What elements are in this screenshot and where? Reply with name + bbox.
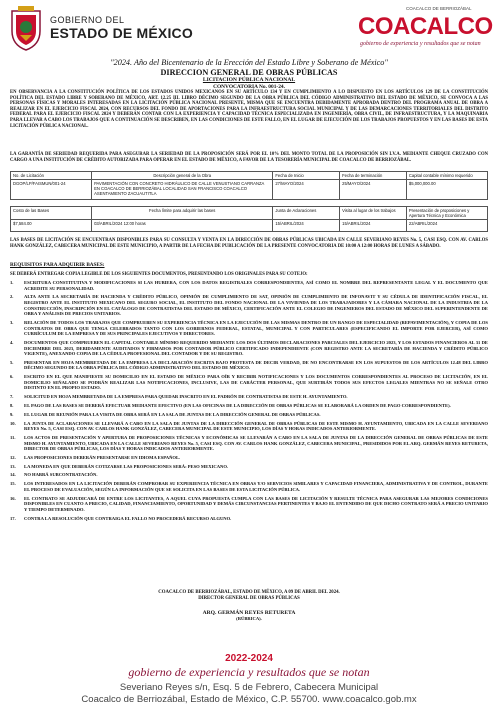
requirement-number: 2.	[10, 294, 14, 300]
table-header-cell: Descripción general de la Obra	[92, 172, 273, 180]
document-titles	[0, 58, 498, 91]
table-header-cell: No. de Licitación	[11, 172, 92, 180]
signature-block	[0, 590, 498, 622]
table-header-cell: Fecha de Inicio	[273, 172, 340, 180]
requirement-item	[10, 412, 488, 418]
footer-address-2: Coacalco de Berriozábal, Estado de México, C.P. 55700. www.coacalco.gob.mx	[81, 694, 417, 705]
requirement-number: 3.	[10, 319, 14, 325]
requirement-number: 14.	[10, 472, 16, 478]
requirement-number: 11.	[10, 434, 16, 440]
table-cell: $5,000,000.00	[406, 180, 487, 200]
table-header-cell: Fecha límite para adquirir las bases	[92, 207, 273, 220]
table-header-cell: Costo de las Bases	[11, 207, 92, 220]
table-cell: DGOP/LP/FAISMUN/001-24	[11, 180, 92, 200]
table-row	[11, 220, 488, 232]
gov-state-name: ESTADO DE MÉXICO	[50, 25, 193, 41]
requirement-number: 5.	[10, 359, 14, 365]
table-cell: 27/MAYO/2024	[273, 180, 340, 200]
municipal-tagline: gobierno de experiencia y resultados que se notan	[360, 41, 481, 47]
table-cell: $7,584.00	[11, 220, 92, 232]
signer-name: ARQ. GERMÁN REYES RETURETA	[202, 610, 296, 616]
requirement-number: 17.	[10, 515, 16, 521]
table-cell: 03/ABRIL/2024 12:00 horas	[92, 220, 273, 232]
table-cell: 15/ABRIL/2024	[340, 220, 407, 232]
requirement-number: 4.	[10, 339, 14, 345]
rubric-note: (RÚBRICA).	[236, 616, 262, 621]
requirements-list	[10, 280, 488, 524]
guarantee-paragraph: LA GARANTÍA DE SERIEDAD REQUERIDA PARA ASEGURAR LA SERIEDAD DE LA PROPOSICIÓN SERÁ POR EL 10% DEL MONTO TOTAL DE LA PROPOSICIÓN SIN I.V.A. MEDIANTE CHEQUE CRUZADO CON CARGO A UNA INSTITUCIÓN DE CRÉDITO AUTORIZADA PARA OPERAR EN EL ESTADO DE MÉXICO, A FAVOR DE LA TESORERÍA MUNICIPAL DE COACALCO DE BERRIOZÁBAL.	[10, 152, 488, 163]
table-cell: 25/MAYO/2024	[340, 180, 407, 200]
requirement-text: ESCRITURA CONSTITUTIVA Y MODIFICACIONES SI LAS HUBIERA, CON LOS DATOS REGISTRALES CORRESPONDIENTES, ASÍ COMO EL NOMBRE DEL REPRESENTANTE LEGAL Y EL DOCUMENTO QUE ACREDITE SU PERSONALIDAD.	[24, 280, 488, 291]
requirement-text: LOS INTERESADOS EN LA LICITACIÓN DEBERÁN COMPROBAR SU EXPERIENCIA TÉCNICA EN OBRAS Y/O SERVICIOS SIMILARES Y CAPACIDAD FINANCIERA, ADMINISTRATIVA Y DE CONTROL, DURANTE EL PROCESO DE EVALUACIÓN, SEGÚN LA INFORMACIÓN QUE SE SOLICITA EN LAS BASES DE ESTA LICITACIÓN PÚBLICA.	[24, 481, 488, 492]
requirement-text: RELACIÓN DE TODOS LOS TRABAJOS QUE COMPRUEBEN SU EXPERIENCIA TÉCNICA EN LA EJECUCIÓN DE LAS MISMAS DENTRO DE UN RANGO DE ESPECIALIDAD (REPAVIMENTACIÓN), Y COPIA DE LOS CONTRATOS DE OBRA QUE TENGA CELEBRADOS TANTO CON LOS GOBIERNOS FEDERAL, ESTATAL, MUNICIPAL Y CON PARTICULARES (ESPECIFICANDO EL IMPORTE POR EJERCER), ASÍ COMO CURRÍCULUM DE LA EMPRESA Y DE SUS PRINCIPALES EJECUTIVOS Y DIRECTORES.	[24, 319, 488, 337]
requirement-number: 9.	[10, 411, 14, 417]
requirement-number: 15.	[10, 481, 16, 487]
schedule-table	[10, 206, 488, 232]
requirement-number: 16.	[10, 495, 16, 501]
requirement-item	[10, 421, 488, 432]
page-footer	[0, 653, 498, 706]
gov-label: GOBIERNO DEL	[50, 15, 125, 25]
requirement-item	[10, 455, 488, 461]
place-date: COACALCO DE BERRIOZÁBAL, ESTADO DE MÉXICO, A 09 DE ABRIL DEL 2024.	[158, 590, 340, 595]
requirement-item	[10, 464, 488, 470]
table-cell: 22/ABRIL/2024	[406, 220, 487, 232]
requirement-text: EL CONTRATO SE ADJUDICARÁ DE ENTRE LOS LICITANTES, A AQUEL CUYA PROPUESTA CUMPLA CON LAS BASES DE LICITACIÓN Y RESULTE TÉCNICA PARA ASEGURAR LAS MEJORES CONDICIONES DISPONIBLES EN CUANTO A PRECIO, CALIDAD, FINANCIAMIENTO, OPORTUNIDAD Y DEMÁS CIRCUNSTANCIAS PERTINENTES Y BAJO EL ENTENDIDO DE QUE DICHO CONTRATO SERÁ A PRECIO UNITARIO Y TIEMPO DETERMINADO.	[24, 495, 488, 512]
page-header	[0, 0, 498, 58]
requirement-item	[10, 340, 488, 357]
intro-paragraph: EN OBSERVANCIA A LA CONSTITUCIÓN POLÍTICA DE LOS ESTADOS UNIDOS MEXICANOS EN SU ARTÍCULO 134 Y EN CUMPLIMIENTO A LO DISPUESTO EN LOS ARTÍCULOS 129 DE LA CONSTITUCIÓN POLÍTICA DEL ESTADO LIBRE Y SOBERANO DE MÉXICO, ART. 12.25 III. LIBRO DÉCIMO SEGUNDO DE LA OBRA PÚBLICA DEL CÓDIGO ADMINISTRATIVO DEL ESTADO DE MÉXICO, SE CONVOCA A LAS PERSONAS FÍSICAS Y MORALES INTERESADAS EN LA LICITACIÓN PÚBLICA NACIONAL PRESENTE, MISMA QUE SE ENCUENTRA DEBIDAMENTE APROBADA DENTRO DEL PROGRAMA ANUAL DE OBRA A REALIZAR EN EL EJERCICIO FISCAL 2024, CON RECURSOS DEL FONDO DE APORTACIONES PARA LA INFRAESTRUCTURA SOCIAL MUNICIPAL Y DE LAS DEMARCACIONES TERRITORIALES DEL DISTRITO FEDERAL PARA EL EJERCICIO FISCAL 2024 Y DEBERÁN CONTAR CON LA EXPERIENCIA Y CAPACIDAD TÉCNICA ESPECIALIZADA EN INGENIERÍA, OBRA CIVIL, DE INFRAESTRUCTURA, Y LA MAQUINARIA PARA LLEVAR A CABO LOS TRABAJOS QUE A CONTINUACIÓN SE DESCRIBEN, EN LAS CONDICIONES DE ESTE FALLO, EN EL LUGAR DE EJECUCIÓN DE LOS TRABAJOS PROPUESTOS Y EN LAS BASES DE ESTA LICITACIÓN PÚBLICA NACIONAL.	[10, 90, 488, 129]
requirement-item	[10, 360, 488, 371]
coacalco-logo	[358, 3, 493, 53]
requirement-number: 12.	[10, 454, 16, 460]
requirement-text: EL PAGO DE LAS BASES SE DEBERÁ EFECTUAR MEDIANTE EFECTIVO (EN LAS OFICINAS DE LA DIRECCIÓN DE OBRAS PÚBLICAS SE ELABORARÁ LA ORDEN DE PAGO CORRESPONDIENTE).	[24, 403, 451, 408]
requirement-text: EL LUGAR DE REUNIÓN PARA LA VISITA DE OBRA SERÁ EN LA SALA DE JUNTAS DE LA DIRECCIÓN GENERAL DE OBRAS PÚBLICAS.	[24, 411, 321, 417]
requirement-item	[10, 294, 488, 316]
requirement-text: CONTRA LA RESOLUCIÓN QUE CONTRAIGA EL FALLO NO PROCEDERÁ RECURSO ALGUNO.	[24, 515, 232, 521]
state-shield-icon	[8, 5, 44, 51]
requirement-text: LA MONEDA EN QUE DEBERÁN COTIZARSE LAS PROPOSICIONES SERÁ: PESO MEXICANO.	[24, 463, 229, 469]
requirement-number: 13.	[10, 463, 16, 469]
requirement-number: 1.	[10, 280, 14, 285]
footer-slogan: gobierno de experiencia y resultados que se notan	[128, 665, 370, 679]
tender-type: LICITACION PÚBLICA NACIONAL	[202, 77, 296, 83]
requirement-item	[10, 481, 488, 492]
requirement-text: DOCUMENTOS QUE COMPRUEBEN EL CAPITAL CONTABLE MÍNIMO REQUERIDO MEDIANTE LOS DOS ÚLTIMOS DECLARACIONES PARCIALES DEL EJERCICIO 2023, Y LOS ESTADOS FINANCIEROS AL 31 DE DICIEMBRE DEL 2023, DEBIDAMENTE AUDITADOS Y FIRMADOS POR CONTADOR PÚBLICO CERTIFICADO INDEPENDIENTE (CON REGISTRO ANTE LA SECRETARÍA DE HACIENDA Y CRÉDITO PÚBLICO VIGENTE), ANEXANDO COPIA DE LA CÉDULA PROFESIONAL DEL CONTADOR Y DE SU REGISTRO.	[24, 339, 488, 357]
table-cell: 15/ABRIL/2024	[273, 220, 340, 232]
requirement-item	[10, 516, 488, 522]
table-header-cell: Visita al lugar de los trabajos	[340, 207, 407, 220]
requirement-item	[10, 320, 488, 337]
requirement-text: PRESENTAR EN HOJA MEMBRETADA DE LA EMPRESA LA DECLARACIÓN ESCRITA BAJO PROTESTA DE DECIR VERDAD, DE NO ENCONTRARSE EN LOS SUPUESTOS DE LOS ARTÍCULOS 12.48 DEL LIBRO DÉCIMO SEGUNDO DE LA OBRA PÚBLICA DEL CÓDIGO ADMINISTRATIVO DEL ESTADO DE MÉXICO.	[24, 359, 488, 371]
tender-table	[10, 171, 488, 200]
footer-years: 2022-2024	[225, 653, 273, 664]
municipal-brand: COACALCO	[358, 13, 493, 40]
requirement-number: 7.	[10, 394, 14, 400]
requirement-number: 6.	[10, 374, 14, 380]
table-header-cell: Fecha de terminación	[340, 172, 407, 180]
requirement-item	[10, 472, 488, 478]
edomex-logo	[8, 5, 238, 51]
requirement-text: NO HABRÁ SUBCONTRATACIÓN.	[24, 472, 98, 478]
table-header-cell: Junta de Aclaraciones	[273, 207, 340, 220]
table-cell: PAVIMENTACIÓN CON CONCRETO HIDRÁULICO DE CALLE VENUSTIANO CARRANZA EN COACALCO DE BERRIOZÁBAL LOCALIDAD SAN FRANCISCO COACALCO ASENTAMIENTO ZACUAUTITLA	[92, 180, 273, 200]
table-header-cell: Presentación de proposiciones y Apertura Técnica y Económica	[406, 207, 487, 220]
requirement-text: LA JUNTA DE ACLARACIONES SE LLEVARÁ A CABO EN LA SALA DE JUNTAS DE LA DIRECCIÓN GENERAL DE OBRAS PÚBLICAS DE ESTE MISMO H. AYUNTAMIENTO, UBICADA EN LA CALLE SEVERIANO REYES No. 5, CASI ESQ. CON AV. CARLOS HANK GONZÁLEZ, CABECERA MUNICIPAL DE ESTE MUNICIPIO, LOS DÍAS Y HORAS INDICADOS ANTERIORMENTE.	[24, 420, 488, 432]
requirement-text: LOS ACTOS DE PRESENTACIÓN Y APERTURA DE PROPOSICIONES TÉCNICAS Y ECONÓMICAS SE LLEVARÁN A CABO EN LA SALA DE JUNTAS DE LA DIRECCIÓN GENERAL DE OBRAS PÚBLICAS DE ESTE MISMO H. AYUNTAMIENTO, UBICADA EN LA CALLE SEVERIANO REYES No. 5, CASI ESQ. CON AV. CARLOS HANK GONZÁLEZ, CABECERA MUNICIPAL, PRESIDIDOS POR EL ARQ. GERMÁN REYES RETURETA, DIRECTOR DE OBRAS PÚBLICAS, LOS DÍAS Y HORAS INDICADOS ANTERIORMENTE.	[24, 434, 488, 452]
requirement-item	[10, 280, 488, 291]
bases-paragraph: LAS BASES DE LICITACIÓN SE ENCUENTRAN DISPONIBLES PARA SU CONSULTA Y VENTA EN LA DIRECCIÓN DE OBRAS PÚBLICAS UBICADA EN CALLE SEVERIANO REYES No. 5, CASI ESQ. CON AV. CARLOS HANK GONZÁLEZ, CABECERA MUNICIPAL DE ESTE MUNICIPIO, A PARTIR DE LA FECHA DE PUBLICACIÓN DE LA PRESENTE CONVOCATORIA DE 10:00 A 12:00 HORAS DE LUNES A SÁBADO.	[10, 238, 488, 249]
signer-office: DIRECTOR GENERAL DE OBRAS PÚBLICAS	[198, 596, 300, 601]
requirement-number: 10.	[10, 420, 16, 426]
requirement-item	[10, 496, 488, 513]
direction-title: DIRECCION GENERAL DE OBRAS PÚBLICAS	[160, 68, 338, 77]
municipal-top-label: COACALCO DE BERRIOZÁBAL	[406, 6, 472, 11]
requirement-text: SOLICITUD EN HOJA MEMBRETADA DE LA EMPRESA PARA QUEDAR INSCRITO EN EL PADRÓN DE CONTRATISTAS DE ESTE H. AYUNTAMIENTO.	[24, 394, 348, 400]
requirements-intro: SE DEBERÁ ENTREGAR COPIA LEGIBLE DE LOS SIGUIENTES DOCUMENTOS, PRESENTANDO LOS ORIGINALES PARA SU COTEJO:	[10, 272, 308, 277]
requirement-item	[10, 435, 488, 452]
requirement-item	[10, 374, 488, 391]
requirement-text: ALTA ANTE LA SECRETARÍA DE HACIENDA Y CRÉDITO PÚBLICO, OPINIÓN DE CUMPLIMIENTO DE SAT, OPINIÓN DE CUMPLIMIENTO DE INFONAVIT Y SU CÉDULA DE IDENTIFICACIÓN FISCAL, EL REGISTRO ANTE EL INSTITUTO MEXICANO DEL SEGURO SOCIAL, EL INSTITUTO DEL FONDO NACIONAL DE LA VIVIENDA DE LOS TRABAJADORES Y LA CÁMARA NACIONAL DE LA INDUSTRIA DE LA CONSTRUCCIÓN, INSCRIPCIÓN EN EL CATÁLOGO DE CONTRATISTAS DEL ESTADO DE MÉXICO, CERTIFICACIÓN ANTE EL COLEGIO DE INGENIEROS DEL ESTADO DE MÉXICO DEL SUPERINTENDENTE DE OBRA Y ANÁLISIS DE PRECIOS UNITARIOS.	[24, 294, 488, 317]
convocation-number: CONVOCATORIA No. 001-24.	[213, 84, 285, 90]
requirement-number: 8.	[10, 403, 14, 408]
requirement-item	[10, 403, 488, 409]
year-motto: "2024. Año del Bicentenario de la Erección del Estado Libre y Soberano de México"	[110, 58, 388, 67]
table-header-cell: Capital contable mínimo requerido	[406, 172, 487, 180]
table-header-row	[11, 172, 488, 180]
table-row	[11, 180, 488, 200]
requirements-title: REQUISITOS PARA ADQUIRIR BASES:	[10, 262, 105, 268]
requirement-text: ESCRITO EN EL QUE MANIFIESTE SU DOMICILIO EN EL ESTADO DE MÉXICO PARA OÍR Y RECIBIR NOTIFICACIONES Y LOS DOCUMENTOS CORRESPONDIENTES AL PROCESO DE LICITACIÓN, EN EL DOMICILIO SEÑALADO SE PODRÁN REALIZAR LAS NOTIFICACIONES, INCLUSIVE, LAS DE CARÁCTER PERSONAL, QUE SURTIRÁN TODOS SUS EFECTOS LEGALES MIENTRAS NO SE SEÑALE OTRO DISTINTO EN EL PROPIO ESTADO.	[24, 374, 488, 391]
footer-address-1: Severiano Reyes s/n, Esq. 5 de Febrero, Cabecera Municipal	[119, 682, 379, 693]
requirement-item	[10, 394, 488, 400]
table-header-row	[11, 207, 488, 220]
requirement-text: LAS PROPOSICIONES DEBERÁN PRESENTARSE EN IDIOMA ESPAÑOL.	[24, 454, 181, 460]
